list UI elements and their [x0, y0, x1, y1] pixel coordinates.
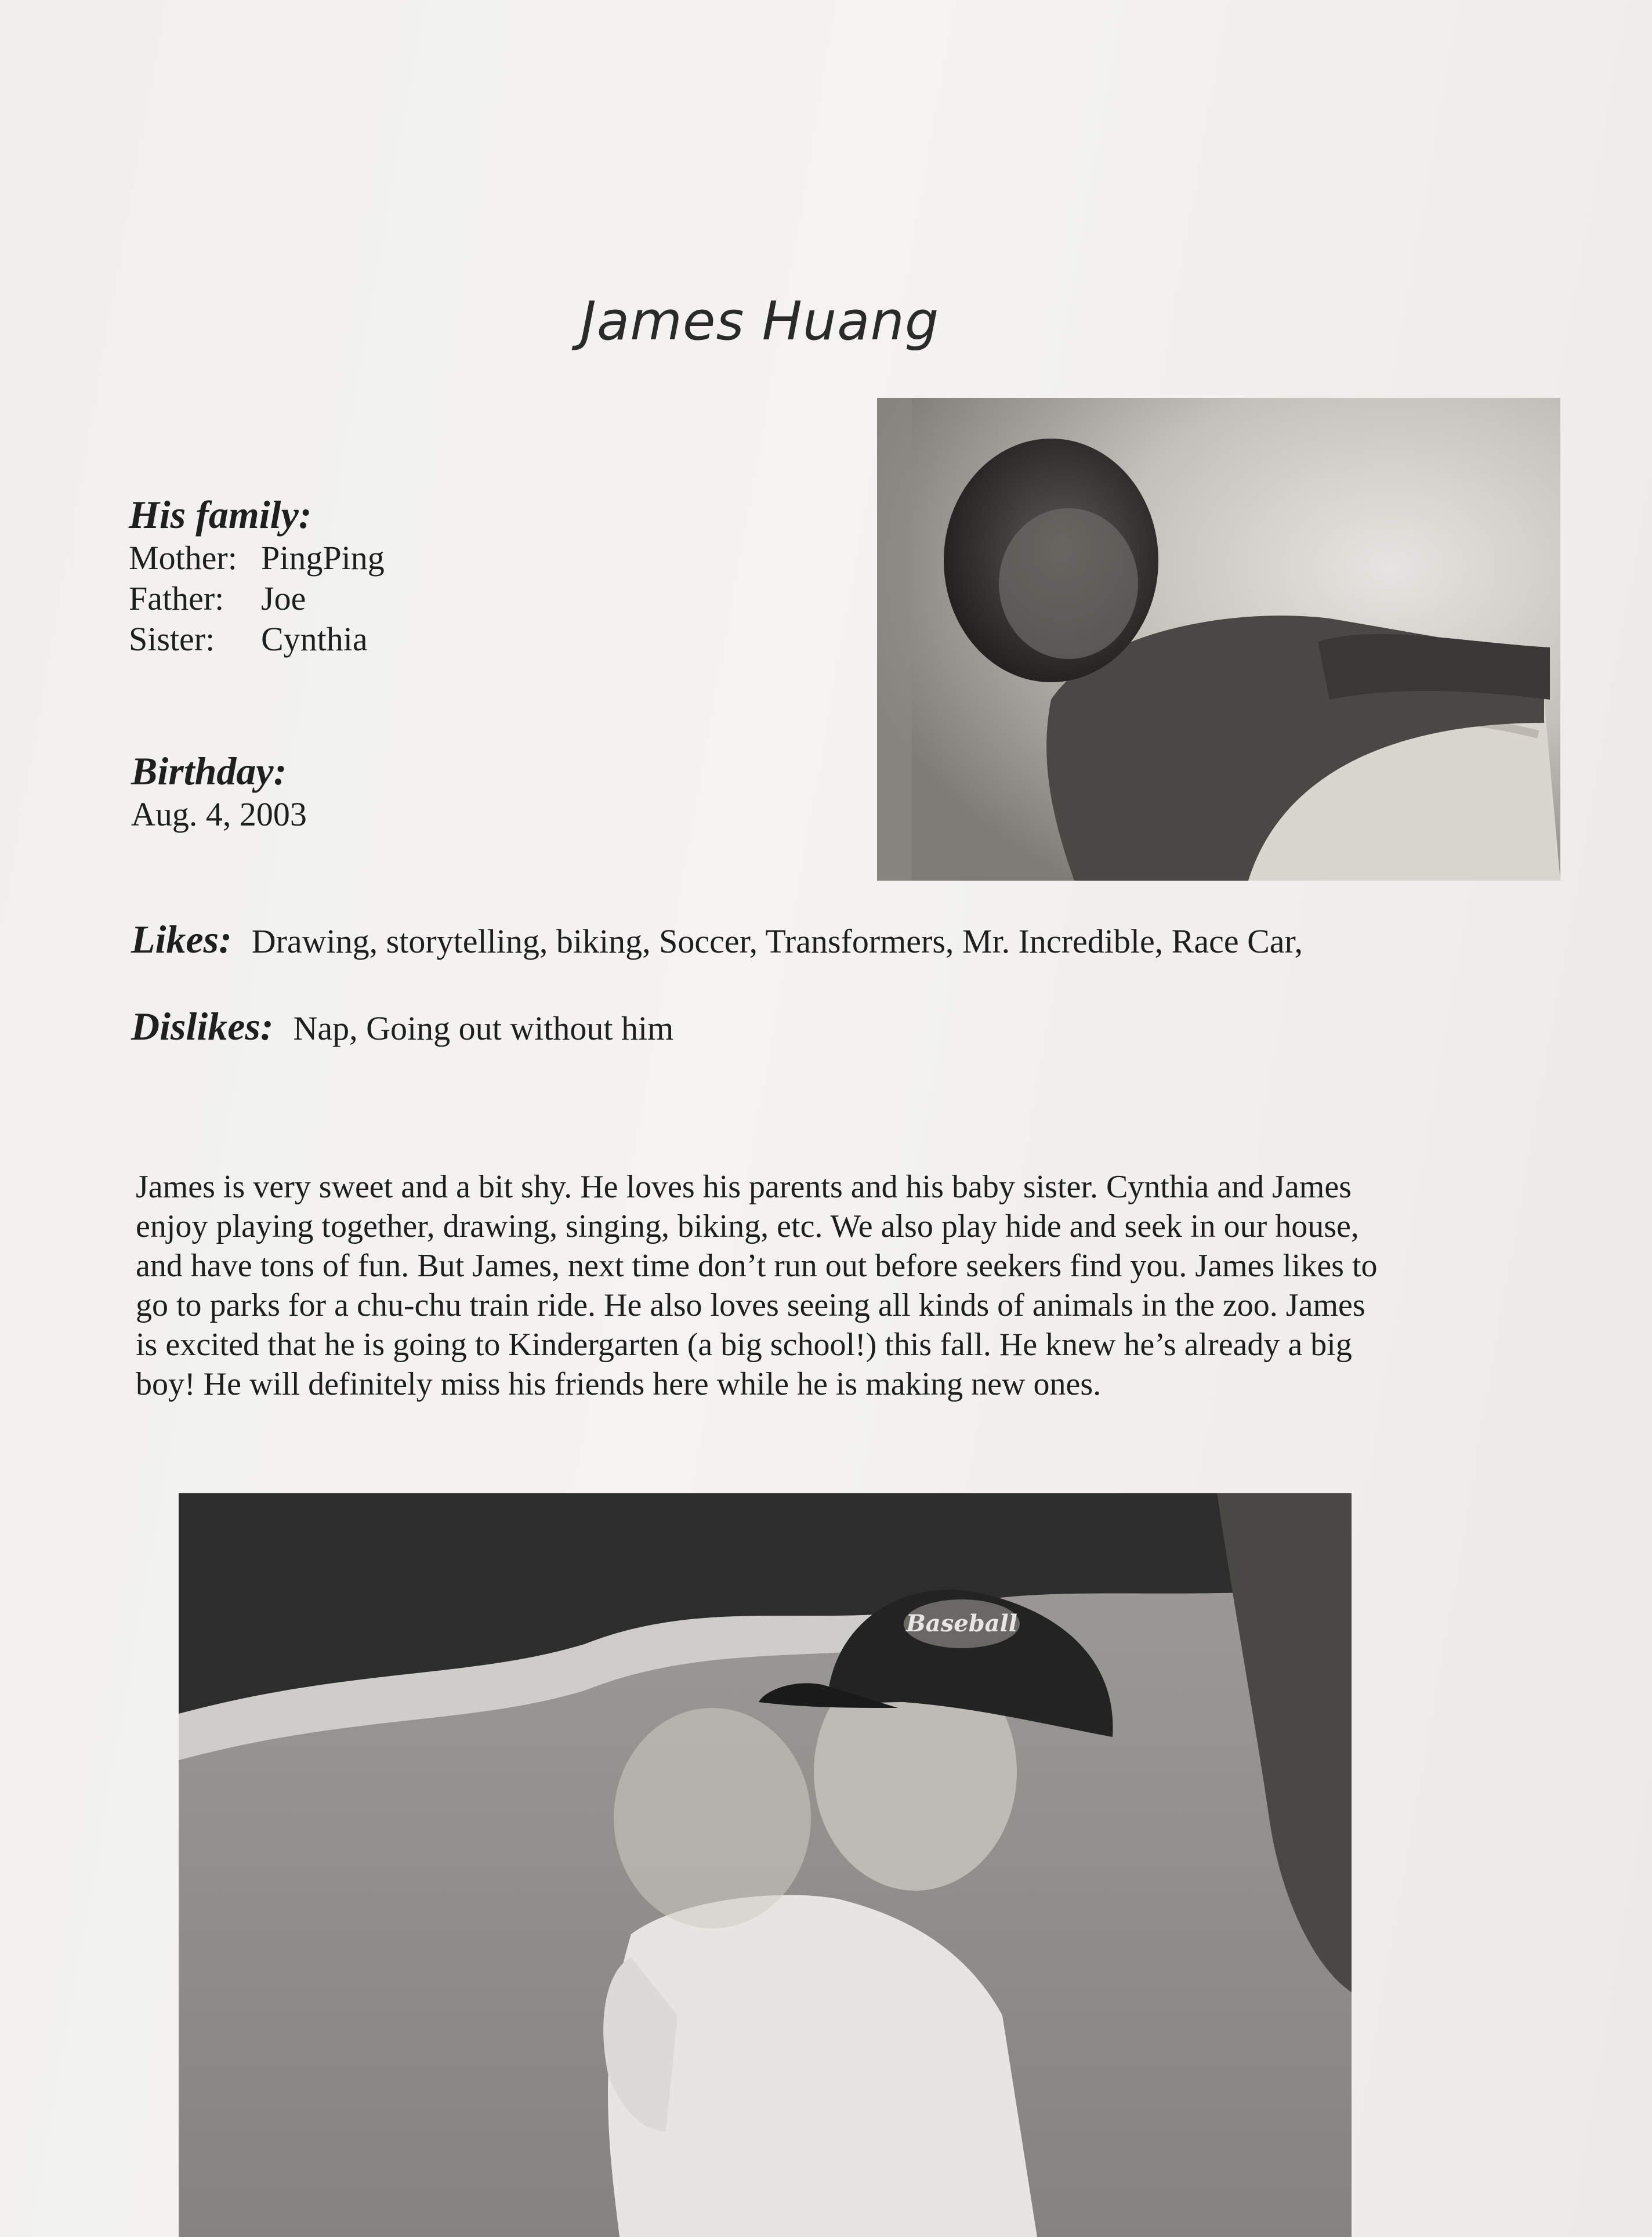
dislikes-value: Nap, Going out without him [293, 1009, 674, 1047]
family-list [129, 538, 385, 660]
likes-value: Drawing, storytelling, biking, Soccer, Transformers, Mr. Incredible, Race Car, [251, 922, 1303, 960]
boy-photo [179, 1493, 1352, 2237]
cap-logo-text: Baseball [906, 1610, 1017, 1637]
dislikes-section [131, 1004, 673, 1049]
family-member-name: Joe [261, 580, 306, 617]
family-relation: Mother: [129, 539, 237, 577]
baby-photo-image [877, 398, 1560, 881]
family-member-sister [129, 619, 385, 660]
family-relation: Sister: [129, 620, 215, 658]
dislikes-label: Dislikes: [131, 1004, 274, 1048]
family-member-mother [129, 538, 385, 578]
family-label: His family: [129, 493, 312, 537]
birthday-label: Birthday: [131, 749, 287, 793]
likes-label: Likes: [131, 917, 232, 961]
boy-photo-image [179, 1493, 1352, 2237]
page-title: James Huang [580, 290, 940, 352]
story-paragraph: James is very sweet and a bit shy. He loves his parents and his baby sister. Cynthia and James enjoy playing together, drawing, singing, biking, etc. We also play hide and seek in our house, and have tons of fun. But James, next time don’t run out before seekers find you. James likes to go to parks for a chu-chu train ride. He also loves seeing all kinds of animals in the zoo. James is excited that he is going to Kindergarten (a big school!) this fall. He knew he’s already a big boy! He will definitely miss his friends here while he is making new ones. [136, 1169, 1378, 1402]
likes-section [131, 917, 1303, 962]
baby-photo [877, 398, 1560, 881]
birthday-section [131, 748, 307, 835]
family-relation: Father: [129, 580, 224, 617]
family-member-name: PingPing [261, 539, 385, 577]
birthday-value: Aug. 4, 2003 [131, 795, 307, 833]
family-section [129, 492, 385, 660]
family-member-father [129, 578, 385, 619]
family-member-name: Cynthia [261, 620, 368, 658]
